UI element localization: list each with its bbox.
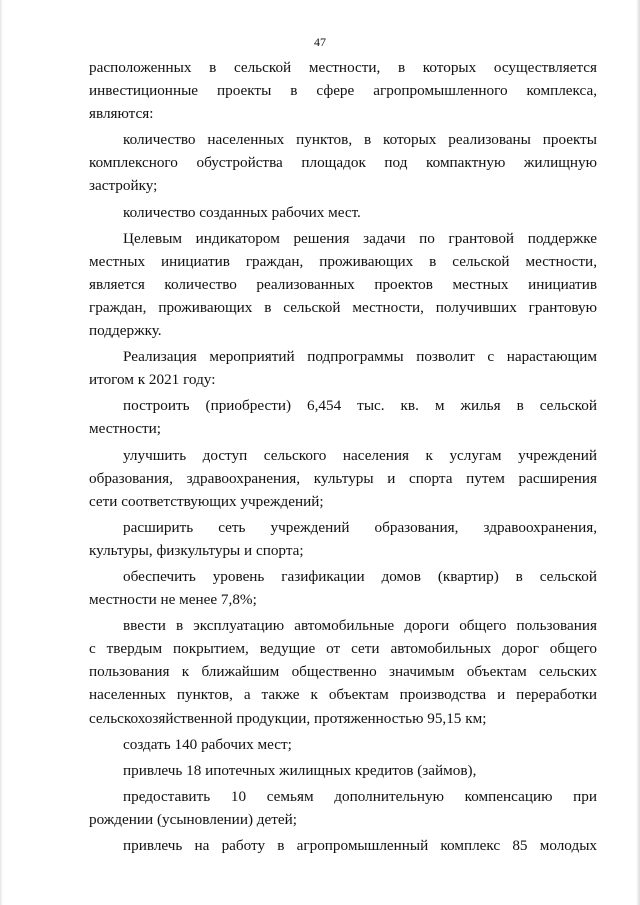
text-line: Целевым индикатором решения задачи по грантовой поддержке	[123, 229, 597, 247]
text-line: привлечь 18 ипотечных жилищных кредитов (займов),	[123, 761, 477, 779]
text-line: итогом к 2021 году:	[89, 371, 216, 389]
text-line: населенных пунктов, а также к объектам производства и переработки	[89, 686, 597, 704]
text-line: комплексного обустройства площадок под компактную жилищную	[89, 154, 597, 172]
text-line: сельскохозяйственной продукции, протяженностью 95,15 км;	[89, 709, 487, 727]
text-line: привлечь на работу в агропромышленный комплекс 85 молодых	[123, 837, 597, 854]
text-line: являются:	[89, 105, 154, 123]
text-line: обеспечить уровень газификации домов (квартир) в сельской	[123, 567, 597, 585]
text-line: граждан, проживающих в сельской местности, получивших грантовую	[89, 298, 597, 316]
text-line: количество созданных рабочих мест.	[123, 203, 361, 221]
text-line: местных инициатив граждан, проживающих в сельской местности,	[89, 252, 597, 270]
text-line: сети соответствующих учреждений;	[89, 492, 324, 510]
text-line: улучшить доступ сельского населения к услугам учреждений	[123, 446, 597, 464]
text-line: расширить сеть учреждений образования, здравоохранения,	[123, 518, 597, 536]
text-line: количество населенных пунктов, в которых реализованы проекты	[123, 131, 597, 149]
text-line: ввести в эксплуатацию автомобильные дороги общего пользования	[123, 617, 597, 635]
text-line: рождении (усыновлении) детей;	[89, 810, 297, 828]
page-left-edge	[0, 0, 3, 905]
text-line: застройку;	[89, 177, 158, 195]
text-line: поддержку.	[89, 322, 162, 340]
body-text	[89, 56, 597, 857]
text-line: местности не менее 7,8%;	[89, 591, 257, 609]
page-number: 47	[314, 35, 326, 49]
text-line: создать 140 рабочих мест;	[123, 735, 292, 753]
text-line: инвестиционные проекты в сфере агропромышленного комплекса,	[89, 82, 597, 100]
text-line: Реализация мероприятий подпрограммы позволит с нарастающим	[123, 348, 597, 366]
page-right-edge	[636, 0, 640, 905]
text-line: пользования к ближайшим общественно значимым объектам сельских	[89, 663, 597, 681]
text-line: расположенных в сельской местности, в которых осуществляется	[89, 59, 597, 76]
text-line: образования, здравоохранения, культуры и спорта путем расширения	[89, 469, 597, 487]
text-line: с твердым покрытием, ведущие от сети автомобильных дорог общего	[89, 640, 597, 658]
text-line: культуры, физкультуры и спорта;	[89, 541, 304, 559]
text-line: предоставить 10 семьям дополнительную компенсацию при	[123, 787, 597, 805]
text-line: является количество реализованных проектов местных инициатив	[89, 275, 597, 293]
text-line: местности;	[89, 420, 161, 438]
text-line: построить (приобрести) 6,454 тыс. кв. м жилья в сельской	[123, 397, 597, 415]
